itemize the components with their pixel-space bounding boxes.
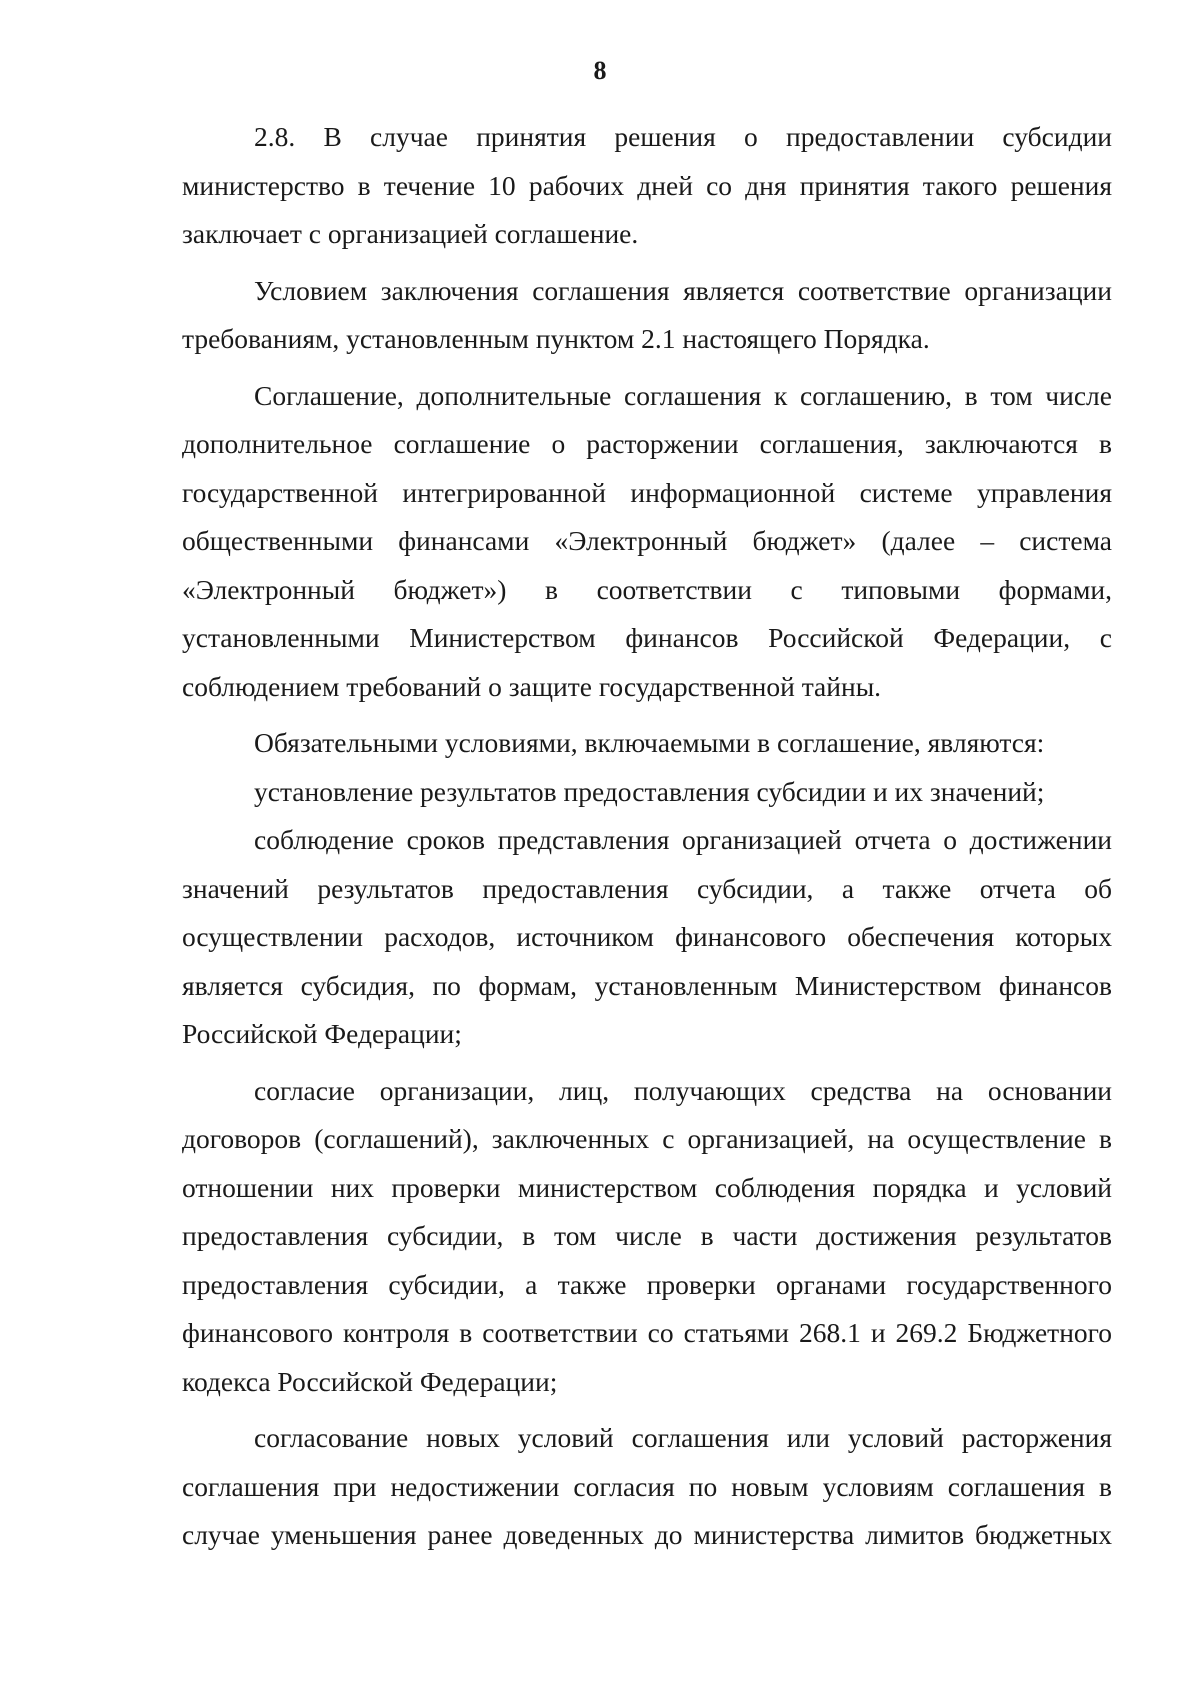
paragraph-2-8: 2.8. В случае принятия решения о предоставлении субсидии министерство в течение 10 рабочих дней со дня принятия такого решения заключает с организацией соглашение.	[182, 121, 1112, 249]
document-body	[182, 113, 1112, 1560]
page-number: 8	[593, 56, 607, 85]
list-item-consent-to-inspection: согласие организации, лиц, получающих средства на основании договоров (соглашений), заключенных с организацией, на осуществление в отношении них проверки министерством соблюдения порядка и условий предоставления субсидии, в том числе в части достижения результатов предоставления субсидии, а также проверки органами государственного финансового контроля в соответствии со статьями 268.1 и 269.2 Бюджетного кодекса Российской Федерации;	[182, 1074, 1112, 1397]
list-item-new-conditions: согласование новых условий соглашения или условий расторжения соглашения при недостижении согласия по новым условиям соглашения в случае уменьшения ранее доведенных до министерства лимитов бюджетных	[182, 1422, 1112, 1550]
paragraph-agreement-condition: Условием заключения соглашения является соответствие организации требованиям, установленным пунктом 2.1 настоящего Порядка.	[182, 274, 1112, 354]
paragraph-mandatory-conditions: Обязательными условиями, включаемыми в соглашение, являются:	[254, 727, 1045, 758]
list-item-results: установление результатов предоставления субсидии и их значений;	[254, 775, 1045, 807]
list-item-reporting-deadlines: соблюдение сроков представления организацией отчета о достижении значений результатов предоставления субсидии, а также отчета об осуществлении расходов, источником финансового обеспечения которых является субсидия, по формам, установленным Министерством финансов Российской Федерации;	[182, 824, 1112, 1049]
paragraph-electronic-budget: Соглашение, дополнительные соглашения к соглашению, в том числе дополнительное соглашение о расторжении соглашения, заключаются в государственной интегрированной информационной системе управления общественными финансами «Электронный бюджет» (далее – система «Электронный бюджет») в соответствии с типовыми формами, установленными Министерством финансов Российской Федерации, с соблюдением требований о защите государственной тайны.	[182, 379, 1112, 702]
